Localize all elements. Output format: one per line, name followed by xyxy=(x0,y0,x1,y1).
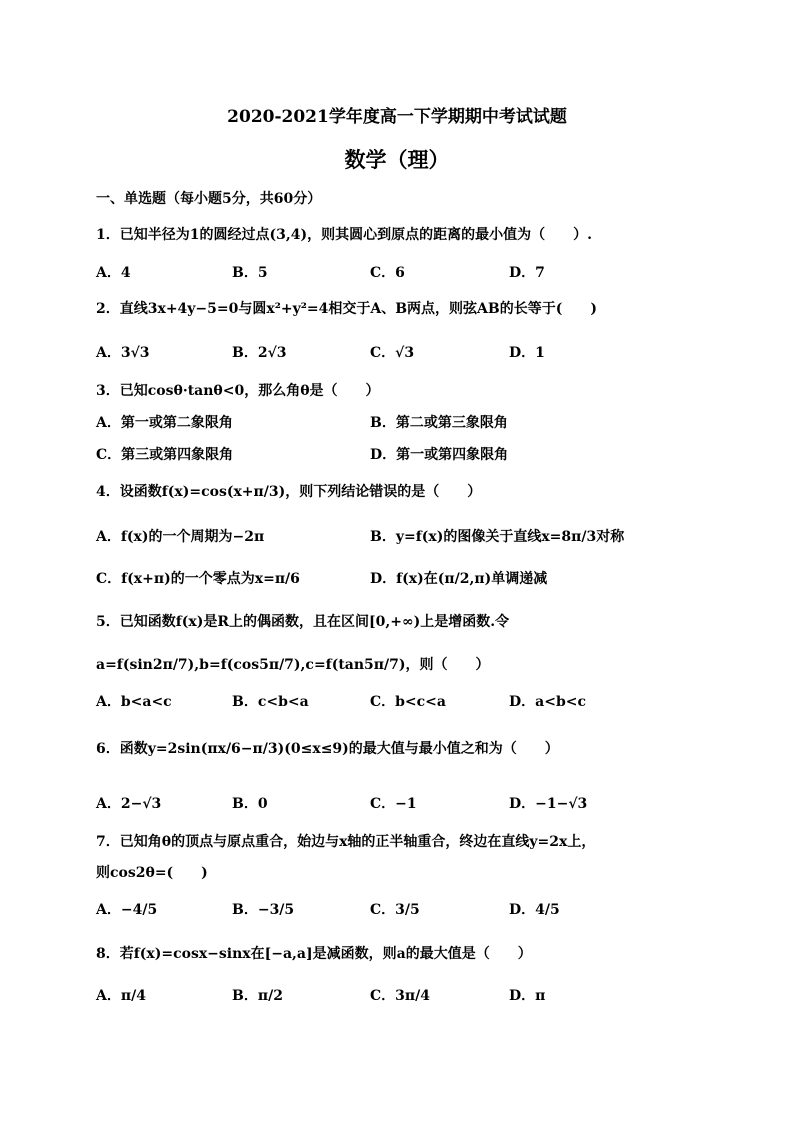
question-8-option-a: A．π/4 xyxy=(96,988,146,1004)
question-6-option-a: A．2−√3 xyxy=(96,796,162,812)
exam-title: 2020-2021学年度高一下学期期中考试试题 xyxy=(227,107,567,127)
question-8-option-d: D．π xyxy=(509,988,546,1004)
question-7-option-d: D．4/5 xyxy=(509,902,560,918)
question-2-option-b: B．2√3 xyxy=(232,345,287,361)
question-2-option-d: D．1 xyxy=(509,345,545,361)
exam-subject: 数学（理） xyxy=(344,147,450,172)
question-4-option-a: A．f(x)的一个周期为−2π xyxy=(96,529,265,545)
question-7-stem-continued: 则cos2θ=( ) xyxy=(96,865,208,881)
question-5-option-c: C．b<c<a xyxy=(370,694,446,710)
question-8-option-b: B．π/2 xyxy=(232,988,283,1004)
question-1-option-c: C．6 xyxy=(370,265,405,281)
question-8-stem: 8．若f(x)=cosx−sinx在[−a,a]是减函数，则a的最大值是（ ） xyxy=(96,946,532,962)
question-5-option-d: D．a<b<c xyxy=(509,694,586,710)
question-7-option-c: C．3/5 xyxy=(370,902,420,918)
question-6-option-c: C．−1 xyxy=(370,796,417,812)
question-8-option-c: C．3π/4 xyxy=(370,988,430,1004)
question-7-stem: 7．已知角θ的顶点与原点重合，始边与x轴的正半轴重合，终边在直线y=2x上， xyxy=(96,834,596,850)
question-1-option-b: B．5 xyxy=(232,265,268,281)
question-3-option-b: B．第二或第三象限角 xyxy=(370,415,508,431)
question-2-option-a: A．3√3 xyxy=(96,345,150,361)
question-1-stem: 1．已知半径为1的圆经过点(3,4)，则其圆心到原点的距离的最小值为（ ）. xyxy=(96,227,592,243)
question-3-option-c: C．第三或第四象限角 xyxy=(96,447,234,463)
question-3-option-d: D．第一或第四象限角 xyxy=(370,447,509,463)
question-1-option-a: A．4 xyxy=(96,265,131,281)
section-title: 一、单选题（每小题5分，共60分） xyxy=(96,191,322,207)
question-5-option-b: B．c<b<a xyxy=(232,694,309,710)
question-1-option-d: D．7 xyxy=(509,265,545,281)
question-4-option-b: B．y=f(x)的图像关于直线x=8π/3对称 xyxy=(370,529,625,545)
question-5-stem: 5．已知函数f(x)是R上的偶函数，且在区间[0,+∞)上是增函数.令 xyxy=(96,614,510,630)
question-5-option-a: A．b<a<c xyxy=(96,694,172,710)
question-4-option-c: C．f(x+π)的一个零点为x=π/6 xyxy=(96,571,300,587)
question-4-stem: 4．设函数f(x)=cos(x+π/3)，则下列结论错误的是（ ） xyxy=(96,484,482,500)
question-6-option-d: D．−1−√3 xyxy=(509,796,588,812)
question-5-stem-continued: a=f(sin2π/7),b=f(cos5π/7),c=f(tan5π/7)，则（ ） xyxy=(96,657,490,673)
question-6-option-b: B．0 xyxy=(232,796,268,812)
question-2-stem: 2．直线3x+4y−5=0与圆x²+y²=4相交于A、B两点，则弦AB的长等于( ) xyxy=(96,301,597,317)
question-6-stem: 6．函数y=2sin(πx/6−π/3)(0≤x≤9)的最大值与最小值之和为（ ） xyxy=(96,741,559,757)
question-7-option-a: A．−4/5 xyxy=(96,902,158,918)
question-2-option-c: C．√3 xyxy=(370,345,415,361)
question-7-option-b: B．−3/5 xyxy=(232,902,295,918)
question-3-option-a: A．第一或第二象限角 xyxy=(96,415,233,431)
question-4-option-d: D．f(x)在(π/2,π)单调递减 xyxy=(370,571,548,587)
question-3-stem: 3．已知cosθ·tanθ<0，那么角θ是（ ） xyxy=(96,383,380,399)
